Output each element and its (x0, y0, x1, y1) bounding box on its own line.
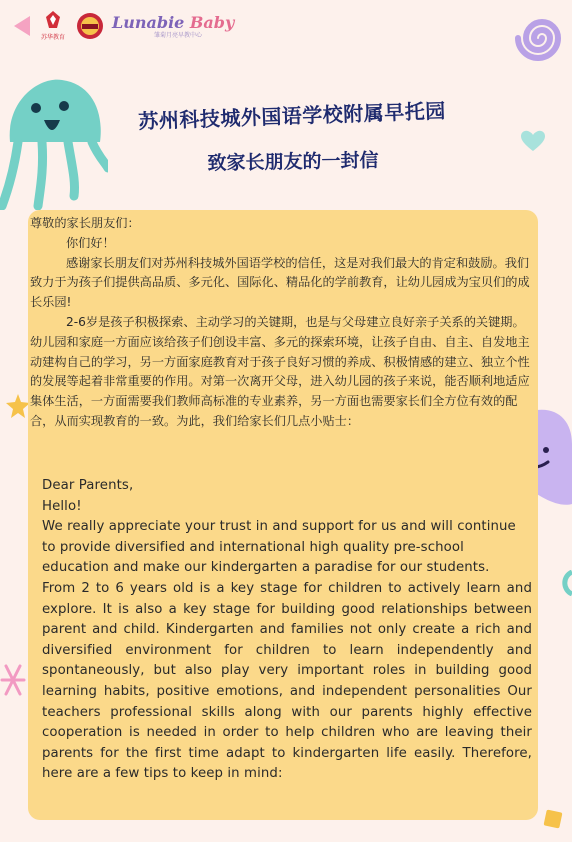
logo-brand-accent: Baby (189, 13, 235, 32)
logo-subtitle: 雏菊月亮早教中心 (154, 32, 203, 39)
square-icon (542, 808, 564, 830)
title-letter-heading: 致家长朋友的一封信 (207, 149, 379, 175)
en-paragraph-2: From 2 to 6 years old is a key stage for children to actively learn and explore. It is also a key stage for building good relationships between parent and child. Kindergarten and families not only create a rich and diversified environment for children to learn independently and spontaneously, but also play very important roles in building good learning habits, positive emotions, and independent personalities Our teachers professional skills along with our parents highly effective cooperation is needed in order to help children who are leaving their parents for the first time adapt to kindergarten life easily. Therefore, here are a few tips to keep in mind: (42, 580, 532, 782)
header (0, 10, 572, 44)
arrow-left-icon[interactable] (8, 12, 36, 40)
en-paragraph-1: We really appreciate your trust in and support for us and will continue to provide diversified and international high quality pre-school education and make our kindergarten a paradise for our students. (42, 519, 516, 576)
cn-paragraph-1: 感谢家长朋友们对苏州科技城外国语学校的信任，这是对我们最大的肯定和鼓励。我们致力于为孩子们提供高品质、多元化、国际化、精品化的学前教育，让幼儿园成为宝贝们的成长乐园! (30, 255, 530, 310)
crest-logo-icon (76, 12, 104, 40)
en-greeting: Hello! (42, 498, 82, 514)
cn-paragraph-2: 2-6岁是孩子积极探索、主动学习的关键期，也是与父母建立良好亲子关系的关键期。幼儿园和家庭一方面应该给孩子们创设丰富、多元的探索环境，让孩子自由、自主、自发地主动建构自己的学习，另一方面家庭教育对于孩子良好习惯的养成、积极情感的建立、独立个性的发展等起着非常重要的作用。对第一次离开父母，进入幼儿园的孩子来说，能否顺利地适应集体生活，一方面需要我们教师高标准的专业素养，另一方面也需要家长们全方位有效的配合，从而实现教育的一致。为此，我们给家长们几点小贴士： (30, 314, 530, 428)
letter-english (42, 476, 532, 785)
spiral-icon (506, 4, 568, 72)
school-logo (40, 10, 66, 44)
letter-chinese (30, 214, 530, 432)
letter-title (0, 100, 572, 174)
school-logo-icon (43, 10, 63, 30)
sparkle-icon (0, 658, 26, 702)
cn-greeting: 你们好！ (66, 235, 115, 250)
cn-salutation: 尊敬的家长朋友们： (30, 216, 140, 230)
en-salutation: Dear Parents, (42, 478, 134, 493)
arc-decoration-icon (558, 570, 572, 596)
school-logo-caption: 苏华教育 (40, 34, 65, 41)
lunabie-baby-logo (112, 13, 235, 42)
title-school-name: 苏州科技城外国语学校附属早托园 (137, 98, 447, 134)
logo-brand-main: Lunabie (112, 13, 190, 32)
